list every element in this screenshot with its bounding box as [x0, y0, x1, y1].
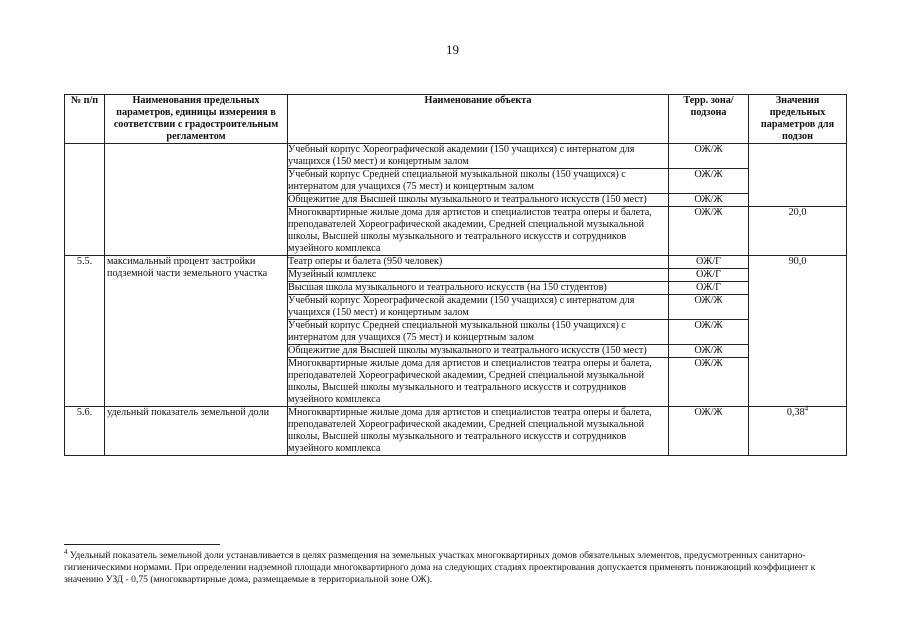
header-value: Значения предельных параметров для подзон — [749, 95, 847, 144]
zone-cell: ОЖ/Ж — [669, 194, 749, 207]
header-zone: Терр. зона/подзона — [669, 95, 749, 144]
value-text: 0,38 — [786, 407, 805, 418]
zone-cell: ОЖ/Ж — [669, 358, 749, 407]
footnote-ref[interactable]: 4 — [804, 404, 809, 413]
page-number: 19 — [446, 42, 459, 57]
object-cell: Общежитие для Высшей школы музыкального и театрального искусств (150 мест) — [288, 345, 669, 358]
object-cell: Общежитие для Высшей школы музыкального и театрального искусств (150 мест) — [288, 194, 669, 207]
header-num: № п/п — [65, 95, 105, 144]
zone-cell: ОЖ/Ж — [669, 295, 749, 320]
param-cell-empty — [105, 144, 288, 256]
object-cell: Многоквартирные жилые дома для артистов и специалистов театра оперы и балета, преподавателей Хореографической академии, Средней специальной музыкальной школы, Высшей школы музыкального и театрального искусств и сотрудников музейного комплекса — [288, 407, 669, 456]
header-param: Наименования предельных параметров, единицы измерения в соответствии с градостроительным регламентом — [105, 95, 288, 144]
object-cell: Учебный корпус Хореографической академии (150 учащихся) с интернатом для учащихся (150 мест) и концертным залом — [288, 295, 669, 320]
zone-cell: ОЖ/Г — [669, 256, 749, 269]
table-row — [65, 256, 847, 269]
value-cell — [749, 404, 847, 456]
object-cell: Многоквартирные жилые дома для артистов и специалистов театра оперы и балета, преподавателей Хореографической академии, Средней специальной музыкальной школы, Высшей школы музыкального и театрального искусств и сотрудников музейного комплекса — [288, 207, 669, 256]
object-cell: Многоквартирные жилые дома для артистов и специалистов театра оперы и балета, преподавателей Хореографической академии, Средней специальной музыкальной школы, Высшей школы музыкального и театрального искусств и сотрудников музейного комплекса — [288, 358, 669, 407]
object-cell: Театр оперы и балета (950 человек) — [288, 256, 669, 269]
param-cell: максимальный процент застройки подземной части земельного участка — [105, 256, 288, 407]
footnote — [64, 547, 834, 586]
table-row — [65, 144, 847, 169]
header-object: Наименование объекта — [288, 95, 669, 144]
object-cell: Учебный корпус Средней специальной музыкальной школы (150 учащихся) с интернатом для учащихся (75 мест) и концертным залом — [288, 169, 669, 194]
value-cell-empty — [749, 144, 847, 207]
zone-cell: ОЖ/Ж — [669, 144, 749, 169]
regulation-table — [64, 94, 847, 456]
zone-cell: ОЖ/Ж — [669, 169, 749, 194]
num-cell: 5.5. — [65, 256, 105, 407]
zone-cell: ОЖ/Ж — [669, 407, 749, 456]
param-cell: удельный показатель земельной доли — [105, 407, 288, 456]
footnote-text: Удельный показатель земельной доли устанавливается в целях размещения на земельных участках многоквартирных домов обязательных элементов, предусмотренных санитарно-гигиеническими нормами. При определении надземной площади многоквартирного дома на следующих стадиях проектирования допускается применять понижающий коэффициент к значению УЗД - 0,75 (многоквартирные дома, размещаемые в территориальной зоне ОЖ). — [64, 550, 816, 585]
value-cell: 90,0 — [749, 256, 847, 407]
footnote-divider — [64, 544, 220, 545]
object-cell: Высшая школа музыкального и театрального искусств (на 150 студентов) — [288, 282, 669, 295]
zone-cell: ОЖ/Г — [669, 282, 749, 295]
num-cell-empty — [65, 144, 105, 256]
table-header-row — [65, 95, 847, 144]
table-row — [65, 407, 847, 456]
value-cell: 20,0 — [749, 207, 847, 256]
zone-cell: ОЖ/Г — [669, 269, 749, 282]
object-cell: Учебный корпус Хореографической академии (150 учащихся) с интернатом для учащихся (150 мест) и концертным залом — [288, 144, 669, 169]
zone-cell: ОЖ/Ж — [669, 207, 749, 256]
zone-cell: ОЖ/Ж — [669, 320, 749, 345]
object-cell: Музейный комплекс — [288, 269, 669, 282]
zone-cell: ОЖ/Ж — [669, 345, 749, 358]
num-cell: 5.6. — [65, 407, 105, 456]
object-cell: Учебный корпус Средней специальной музыкальной школы (150 учащихся) с интернатом для учащихся (75 мест) и концертным залом — [288, 320, 669, 345]
footnote-marker: 4 — [64, 547, 68, 556]
